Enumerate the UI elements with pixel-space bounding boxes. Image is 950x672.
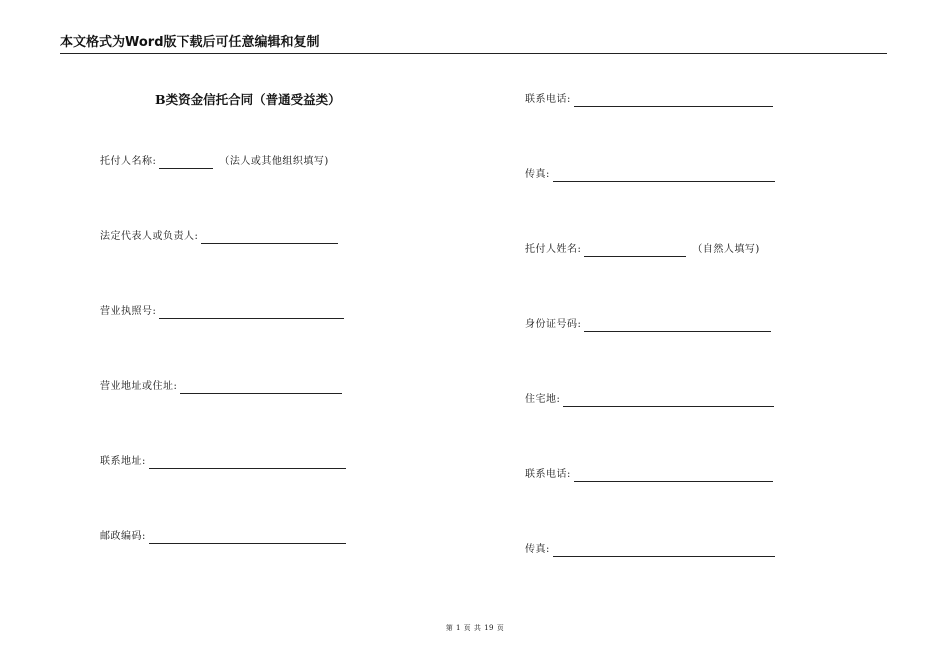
field-entrustor-name: [100, 155, 329, 169]
fill-blank[interactable]: [574, 470, 773, 482]
field-fax-2: [525, 543, 775, 557]
fill-blank[interactable]: [563, 395, 774, 407]
fill-blank[interactable]: [159, 157, 213, 169]
fill-blank[interactable]: [553, 170, 775, 182]
field-label: 托付人名称:: [100, 156, 157, 167]
field-business-address: [100, 380, 342, 394]
field-business-license: [100, 305, 344, 319]
header-text: 本文格式为Word版下载后可任意编辑和复制: [60, 35, 320, 50]
field-label: 邮政编码:: [100, 531, 146, 542]
page-footer: 第 1 页 共 19 页: [445, 624, 505, 632]
fill-blank[interactable]: [149, 532, 346, 544]
field-phone-2: [525, 468, 773, 482]
field-entrustor-person-name: [525, 243, 760, 257]
field-label: 联系地址:: [100, 456, 146, 467]
field-id-number: [525, 318, 771, 332]
field-note: （法人或其他组织填写): [219, 156, 329, 167]
field-label: 传真:: [525, 544, 550, 555]
fill-blank[interactable]: [201, 232, 338, 244]
fill-blank[interactable]: [180, 382, 342, 394]
field-label: 住宅地:: [525, 394, 561, 405]
fill-blank[interactable]: [584, 320, 771, 332]
field-residence: [525, 393, 774, 407]
field-label: 营业执照号:: [100, 306, 157, 317]
page-header: [60, 35, 887, 54]
fill-blank[interactable]: [574, 95, 773, 107]
document-title: B类资金信托合同（普通受益类）: [155, 92, 341, 107]
field-phone: [525, 93, 773, 107]
fill-blank[interactable]: [149, 457, 346, 469]
field-label: 身份证号码:: [525, 319, 582, 330]
field-fax: [525, 168, 775, 182]
field-legal-representative: [100, 230, 338, 244]
field-label: 联系电话:: [525, 94, 571, 105]
field-note: （自然人填写): [692, 244, 760, 255]
fill-blank[interactable]: [159, 307, 344, 319]
field-contact-address: [100, 455, 346, 469]
field-label: 托付人姓名:: [525, 244, 582, 255]
field-label: 法定代表人或负责人:: [100, 231, 199, 242]
fill-blank[interactable]: [584, 245, 686, 257]
fill-blank[interactable]: [553, 545, 775, 557]
field-postal-code: [100, 530, 346, 544]
field-label: 联系电话:: [525, 469, 571, 480]
field-label: 传真:: [525, 169, 550, 180]
field-label: 营业地址或住址:: [100, 381, 178, 392]
